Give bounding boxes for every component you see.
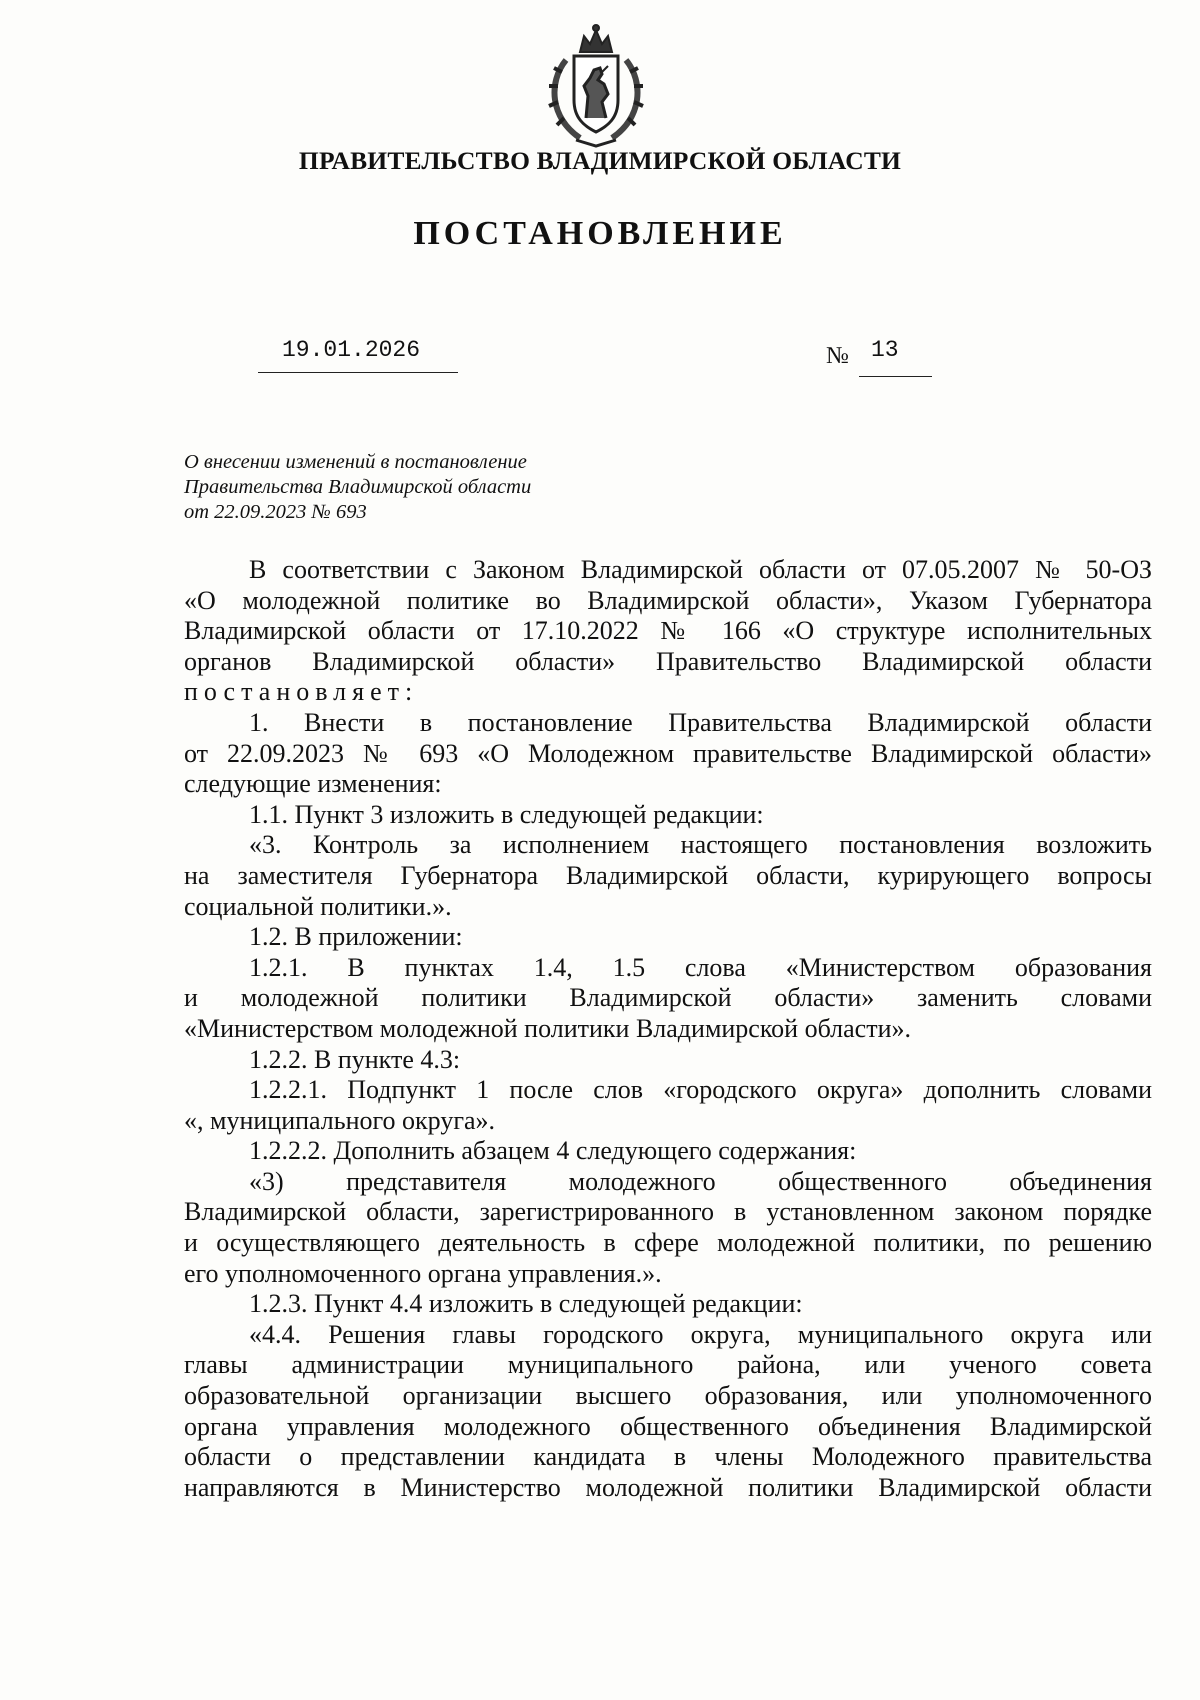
subject-line: О внесении изменений в постановление <box>184 451 527 473</box>
body-line: 1.1. Пункт 3 изложить в следующей редакции: <box>249 799 764 829</box>
body-line: области о представлении кандидата в члены Молодежного правительства <box>184 1442 1152 1472</box>
body-line: направляются в Министерство молодежной политики Владимирской области <box>184 1472 1152 1502</box>
body-line: «Министерством молодежной политики Владимирской области». <box>184 1013 911 1043</box>
body-line: 1. Внести в постановление Правительства Владимирской области <box>249 707 1152 737</box>
body-line: на заместителя Губернатора Владимирской области, курирующего вопросы <box>184 860 1152 890</box>
document-subject <box>184 450 644 525</box>
body-line: 1.2.1. В пунктах 1.4, 1.5 слова «Министерством образования <box>249 952 1152 982</box>
body-line: главы администрации муниципального района, или ученого совета <box>184 1350 1152 1380</box>
subject-line: Правительства Владимирской области <box>184 476 532 498</box>
number-sign: № <box>826 343 849 369</box>
coat-of-arms-emblem <box>536 22 656 150</box>
body-line: «, муниципального округа». <box>184 1105 496 1135</box>
body-line: 1.2.2. В пункте 4.3: <box>249 1044 461 1074</box>
document-number: 13 <box>859 337 932 377</box>
body-line: Владимирской области, зарегистрированного в установленном законом порядке <box>184 1197 1152 1227</box>
body-line: образовательной организации высшего образования, или уполномоченного <box>184 1381 1152 1411</box>
organization-name: ПРАВИТЕЛЬСТВО ВЛАДИМИРСКОЙ ОБЛАСТИ <box>298 146 902 175</box>
body-line: и молодежной политики Владимирской области» заменить словами <box>184 983 1152 1013</box>
body-line: Владимирской области от 17.10.2022 № 166 «О структуре исполнительных <box>184 616 1152 646</box>
body-line: «4.4. Решения главы городского округа, муниципального округа или <box>249 1319 1152 1349</box>
body-line: социальной политики.». <box>184 891 452 921</box>
body-line: «3. Контроль за исполнением настоящего постановления возложить <box>249 830 1152 860</box>
body-line: В соответствии с Законом Владимирской области от 07.05.2007 № 50-ОЗ <box>249 555 1152 584</box>
body-line: его уполномоченного органа управления.». <box>184 1258 662 1288</box>
body-line: 1.2. В приложении: <box>249 922 463 952</box>
body-line: «О молодежной политике во Владимирской области», Указом Губернатора <box>184 585 1152 615</box>
body-line: 1.2.3. Пункт 4.4 изложить в следующей редакции: <box>249 1289 803 1319</box>
document-body <box>184 555 1152 1503</box>
body-line: и осуществляющего деятельность в сфере молодежной политики, по решению <box>184 1228 1152 1258</box>
body-line: органа управления молодежного общественного объединения Владимирской <box>184 1411 1152 1441</box>
body-line: постановляет: <box>184 677 419 707</box>
body-line: органов Владимирской области» Правительство Владимирской области <box>184 646 1152 676</box>
document-date: 19.01.2026 <box>258 337 458 373</box>
body-line: от 22.09.2023 № 693 «О Молодежном правительстве Владимирской области» <box>184 738 1152 768</box>
body-line: «3) представителя молодежного общественного объединения <box>249 1166 1152 1196</box>
body-line: 1.2.2.2. Дополнить абзацем 4 следующего содержания: <box>249 1136 857 1166</box>
body-line: следующие изменения: <box>184 769 442 799</box>
document-type: ПОСТАНОВЛЕНИЕ <box>413 215 787 252</box>
body-line: 1.2.2.1. Подпункт 1 после слов «городского округа» дополнить словами <box>249 1075 1152 1105</box>
subject-line: от 22.09.2023 № 693 <box>184 501 367 523</box>
